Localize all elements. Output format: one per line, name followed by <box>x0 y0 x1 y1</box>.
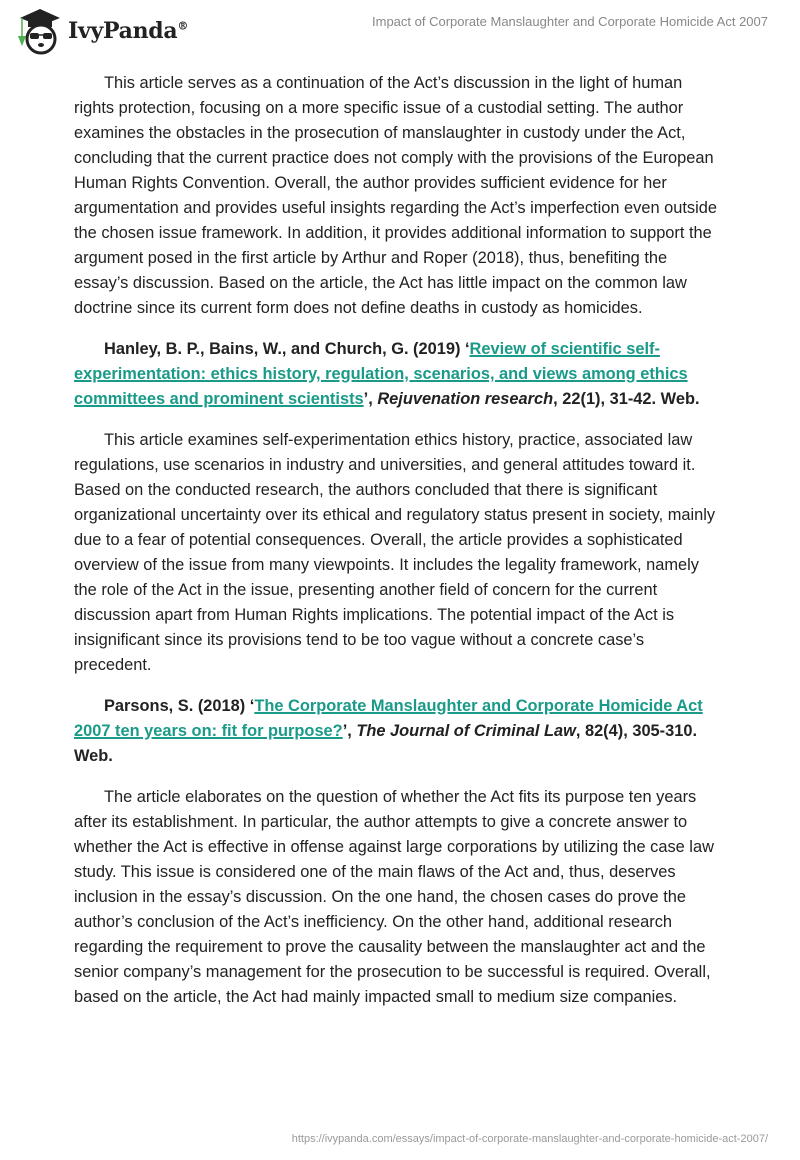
annotation-paragraph: The article elaborates on the question of whether the Act fits its purpose ten years after its establishment. In particular, the author attempts to give a concrete answer to whether the Act is effective in offense against large corporations by utilizing the case law study. This issue is considered one of the main flaws of the Act and, thus, deserves inclusion in the essay’s discussion. On the one hand, the chosen cases do prove the author’s conclusion of the Act’s inefficiency. On the other hand, additional research regarding the requirement to prove the causality between the manslaughter act and the senior company’s management for the prosecution to be successful is required. Overall, based on the article, the Act had mainly impacted small to medium size companies. <box>74 788 714 1006</box>
ivypanda-logo[interactable] <box>16 6 188 56</box>
reference-authors: Hanley, B. P., Bains, W., and Church, G. (2019) ‘ <box>104 340 470 358</box>
footer-url[interactable]: https://ivypanda.com/essays/impact-of-corporate-manslaughter-and-corporate-homicide-act-2007/ <box>291 1133 768 1145</box>
logo-text: IvyPanda® <box>68 18 189 44</box>
annotation-paragraph: This article examines self-experimentation ethics history, practice, associated law regulations, use scenarios in industry and universities, and general attitudes toward it. Based on the conducted research, the authors concluded that there is significant organizational uncertainty over its ethical and regulatory status present in society, mainly due to a fear of potential consequences. Overall, the article provides a sophisticated overview of the issue from many viewpoints. It includes the legality framework, namely the role of the Act in the issue, presenting another field of concern for the current discussion apart from Human Rights implications. The potential impact of the Act is insignificant since its provisions tend to be too vague without a concrete case’s precedent. <box>74 431 716 674</box>
reference-link[interactable]: The Corporate Manslaughter and Corporate Homicide Act 2007 ten years on: fit for purpose? <box>74 697 703 740</box>
annotation-paragraph: This article serves as a continuation of the Act’s discussion in the light of human rights protection, focusing on a more specific issue of a custodial setting. The author examines the obstacles in the prosecution of manslaughter in custody under the Act, concluding that the current practice does not comply with the provisions of the European Human Rights Convention. Overall, the author provides sufficient evidence for her argumentation and provides useful insights regarding the Act’s imperfection even outside the chosen issue framework. In addition, it provides additional information to support the argument posed in the first article by Arthur and Roper (2018), thus, benefiting the essay’s discussion. Based on the article, the Act has little impact on the common law doctrine since its current form does not define deaths in custody as homicides. <box>74 74 717 317</box>
reference-entry <box>74 337 726 412</box>
reference-details: , 82(4), 305-310. Web. <box>74 722 698 765</box>
reference-punctuation: ’, <box>363 390 378 408</box>
page-header <box>0 0 800 60</box>
reference-journal: Rejuvenation research <box>377 390 554 408</box>
reference-entry <box>74 694 726 769</box>
reference-authors: Parsons, S. (2018) ‘ <box>104 697 255 715</box>
document-title: Impact of Corporate Manslaughter and Corporate Homicide Act 2007 <box>372 14 768 29</box>
reference-link[interactable]: Review of scientific self-experimentation: ethics history, regulation, scenarios, and views among ethics committees and prominent scientists <box>74 340 688 408</box>
reference-punctuation: ’, <box>342 722 357 740</box>
article-content <box>74 71 726 1026</box>
reference-journal: The Journal of Criminal Law <box>356 722 576 740</box>
reference-details: , 22(1), 31-42. Web. <box>553 390 700 408</box>
panda-logo-icon <box>16 6 62 56</box>
